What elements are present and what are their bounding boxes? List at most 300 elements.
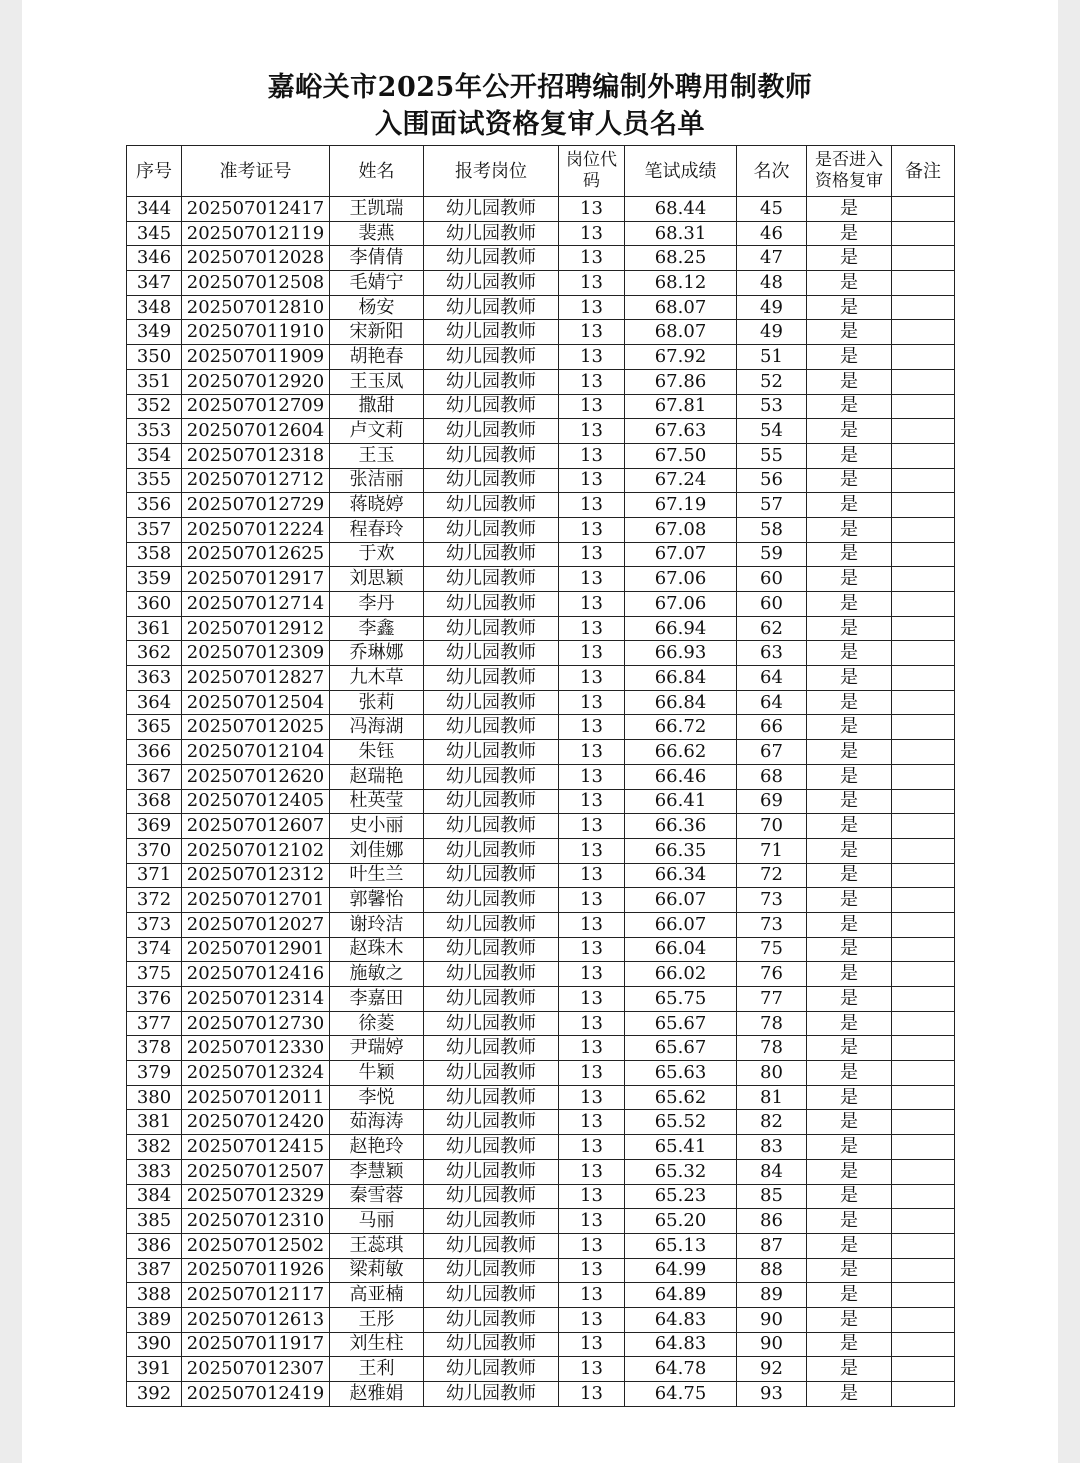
cell-position: 幼儿园教师 [424, 764, 559, 789]
table-row [127, 443, 955, 468]
cell-enter-review: 是 [807, 690, 892, 715]
cell-position: 幼儿园教师 [424, 542, 559, 567]
cell-position-code: 13 [559, 246, 625, 271]
cell-position-code: 13 [559, 1184, 625, 1209]
cell-ticket-number: 202507012502 [182, 1233, 330, 1258]
cell-position-code: 13 [559, 863, 625, 888]
cell-written-score: 65.75 [625, 987, 737, 1012]
cell-written-score: 65.20 [625, 1209, 737, 1234]
cell-serial: 377 [127, 1011, 182, 1036]
cell-remarks [892, 666, 955, 691]
cell-position-code: 13 [559, 1061, 625, 1086]
table-row [127, 394, 955, 419]
cell-position-code: 13 [559, 937, 625, 962]
cell-ticket-number: 202507012607 [182, 814, 330, 839]
cell-enter-review: 是 [807, 740, 892, 765]
cell-written-score: 67.92 [625, 345, 737, 370]
cell-rank: 56 [737, 468, 807, 493]
cell-serial: 363 [127, 666, 182, 691]
cell-written-score: 65.67 [625, 1011, 737, 1036]
cell-serial: 384 [127, 1184, 182, 1209]
cell-enter-review: 是 [807, 1061, 892, 1086]
cell-position: 幼儿园教师 [424, 320, 559, 345]
cell-enter-review: 是 [807, 863, 892, 888]
cell-position: 幼儿园教师 [424, 1382, 559, 1407]
cell-remarks [892, 1011, 955, 1036]
cell-enter-review: 是 [807, 1382, 892, 1407]
cell-rank: 93 [737, 1382, 807, 1407]
header-position: 报考岗位 [424, 146, 559, 197]
cell-position: 幼儿园教师 [424, 1135, 559, 1160]
cell-enter-review: 是 [807, 394, 892, 419]
cell-position-code: 13 [559, 1011, 625, 1036]
cell-name: 王玉凤 [330, 369, 424, 394]
cell-serial: 392 [127, 1382, 182, 1407]
cell-serial: 388 [127, 1283, 182, 1308]
cell-rank: 45 [737, 197, 807, 222]
cell-name: 毛婧宁 [330, 271, 424, 296]
cell-written-score: 68.07 [625, 295, 737, 320]
cell-position-code: 13 [559, 221, 625, 246]
cell-ticket-number: 202507012620 [182, 764, 330, 789]
cell-remarks [892, 1332, 955, 1357]
cell-serial: 348 [127, 295, 182, 320]
cell-written-score: 64.83 [625, 1332, 737, 1357]
cell-written-score: 67.06 [625, 567, 737, 592]
cell-ticket-number: 202507012119 [182, 221, 330, 246]
cell-remarks [892, 814, 955, 839]
cell-remarks [892, 1036, 955, 1061]
cell-position-code: 13 [559, 666, 625, 691]
cell-position: 幼儿园教师 [424, 912, 559, 937]
cell-written-score: 67.06 [625, 592, 737, 617]
cell-serial: 356 [127, 493, 182, 518]
cell-written-score: 66.04 [625, 937, 737, 962]
cell-enter-review: 是 [807, 715, 892, 740]
cell-rank: 52 [737, 369, 807, 394]
table-row [127, 517, 955, 542]
cell-position-code: 13 [559, 740, 625, 765]
cell-name: 于欢 [330, 542, 424, 567]
cell-enter-review: 是 [807, 1110, 892, 1135]
cell-position: 幼儿园教师 [424, 246, 559, 271]
cell-position-code: 13 [559, 197, 625, 222]
cell-enter-review: 是 [807, 1307, 892, 1332]
cell-position: 幼儿园教师 [424, 345, 559, 370]
cell-ticket-number: 202507012415 [182, 1135, 330, 1160]
cell-remarks [892, 690, 955, 715]
cell-enter-review: 是 [807, 937, 892, 962]
cell-position: 幼儿园教师 [424, 1283, 559, 1308]
cell-rank: 46 [737, 221, 807, 246]
cell-position: 幼儿园教师 [424, 962, 559, 987]
cell-name: 刘思颖 [330, 567, 424, 592]
cell-enter-review: 是 [807, 369, 892, 394]
cell-name: 卢文莉 [330, 419, 424, 444]
cell-rank: 78 [737, 1011, 807, 1036]
cell-ticket-number: 202507012912 [182, 616, 330, 641]
cell-serial: 375 [127, 962, 182, 987]
cell-position-code: 13 [559, 369, 625, 394]
cell-ticket-number: 202507012309 [182, 641, 330, 666]
cell-position: 幼儿园教师 [424, 1258, 559, 1283]
cell-position: 幼儿园教师 [424, 838, 559, 863]
cell-position: 幼儿园教师 [424, 1110, 559, 1135]
cell-serial: 376 [127, 987, 182, 1012]
table-row [127, 1307, 955, 1332]
cell-enter-review: 是 [807, 1332, 892, 1357]
cell-name: 王玉 [330, 443, 424, 468]
cell-written-score: 66.07 [625, 912, 737, 937]
cell-serial: 361 [127, 616, 182, 641]
cell-position-code: 13 [559, 493, 625, 518]
cell-position-code: 13 [559, 814, 625, 839]
cell-name: 叶生兰 [330, 863, 424, 888]
cell-name: 李丹 [330, 592, 424, 617]
table-row [127, 1382, 955, 1407]
table-row [127, 863, 955, 888]
cell-enter-review: 是 [807, 962, 892, 987]
cell-written-score: 66.41 [625, 789, 737, 814]
cell-ticket-number: 202507012827 [182, 666, 330, 691]
cell-position: 幼儿园教师 [424, 221, 559, 246]
table-row [127, 1036, 955, 1061]
cell-remarks [892, 320, 955, 345]
cell-ticket-number: 202507012917 [182, 567, 330, 592]
cell-position: 幼儿园教师 [424, 567, 559, 592]
cell-rank: 67 [737, 740, 807, 765]
cell-ticket-number: 202507012417 [182, 197, 330, 222]
cell-written-score: 67.19 [625, 493, 737, 518]
cell-ticket-number: 202507012613 [182, 1307, 330, 1332]
table-row [127, 369, 955, 394]
cell-enter-review: 是 [807, 1283, 892, 1308]
cell-position-code: 13 [559, 419, 625, 444]
table-row [127, 1283, 955, 1308]
cell-name: 宋新阳 [330, 320, 424, 345]
cell-position-code: 13 [559, 1159, 625, 1184]
cell-written-score: 67.50 [625, 443, 737, 468]
cell-enter-review: 是 [807, 616, 892, 641]
cell-ticket-number: 202507012011 [182, 1085, 330, 1110]
cell-position: 幼儿园教师 [424, 1184, 559, 1209]
cell-name: 王蕊琪 [330, 1233, 424, 1258]
cell-remarks [892, 1283, 955, 1308]
cell-remarks [892, 1209, 955, 1234]
cell-written-score: 66.62 [625, 740, 737, 765]
cell-position: 幼儿园教师 [424, 641, 559, 666]
cell-written-score: 68.31 [625, 221, 737, 246]
cell-enter-review: 是 [807, 1036, 892, 1061]
cell-serial: 365 [127, 715, 182, 740]
cell-rank: 85 [737, 1184, 807, 1209]
table-row [127, 838, 955, 863]
cell-written-score: 65.32 [625, 1159, 737, 1184]
cell-position-code: 13 [559, 542, 625, 567]
cell-serial: 345 [127, 221, 182, 246]
table-row [127, 1357, 955, 1382]
cell-rank: 60 [737, 592, 807, 617]
cell-rank: 72 [737, 863, 807, 888]
cell-position: 幼儿园教师 [424, 616, 559, 641]
cell-position-code: 13 [559, 468, 625, 493]
cell-name: 郭馨怡 [330, 888, 424, 913]
cell-name: 茹海涛 [330, 1110, 424, 1135]
candidate-table [126, 145, 955, 1407]
cell-position-code: 13 [559, 789, 625, 814]
cell-position: 幼儿园教师 [424, 987, 559, 1012]
cell-remarks [892, 419, 955, 444]
table-row [127, 789, 955, 814]
cell-remarks [892, 789, 955, 814]
cell-written-score: 65.62 [625, 1085, 737, 1110]
document-title-line2: 入围面试资格复审人员名单 [375, 109, 705, 140]
cell-rank: 57 [737, 493, 807, 518]
cell-written-score: 64.78 [625, 1357, 737, 1382]
cell-rank: 73 [737, 912, 807, 937]
cell-serial: 379 [127, 1061, 182, 1086]
cell-ticket-number: 202507012117 [182, 1283, 330, 1308]
cell-position-code: 13 [559, 1085, 625, 1110]
cell-rank: 75 [737, 937, 807, 962]
cell-enter-review: 是 [807, 1184, 892, 1209]
cell-position-code: 13 [559, 567, 625, 592]
cell-written-score: 66.84 [625, 690, 737, 715]
header-ticket-number: 准考证号 [182, 146, 330, 197]
cell-position: 幼儿园教师 [424, 937, 559, 962]
cell-enter-review: 是 [807, 1085, 892, 1110]
cell-ticket-number: 202507012419 [182, 1382, 330, 1407]
cell-serial: 390 [127, 1332, 182, 1357]
cell-rank: 83 [737, 1135, 807, 1160]
cell-rank: 66 [737, 715, 807, 740]
cell-remarks [892, 271, 955, 296]
cell-serial: 378 [127, 1036, 182, 1061]
cell-position: 幼儿园教师 [424, 1332, 559, 1357]
cell-position-code: 13 [559, 517, 625, 542]
cell-remarks [892, 369, 955, 394]
table-row [127, 1011, 955, 1036]
cell-written-score: 65.63 [625, 1061, 737, 1086]
cell-enter-review: 是 [807, 246, 892, 271]
table-row [127, 419, 955, 444]
cell-name: 程春玲 [330, 517, 424, 542]
cell-enter-review: 是 [807, 295, 892, 320]
table-row [127, 592, 955, 617]
cell-written-score: 67.81 [625, 394, 737, 419]
cell-position: 幼儿园教师 [424, 1036, 559, 1061]
cell-rank: 60 [737, 567, 807, 592]
cell-enter-review: 是 [807, 419, 892, 444]
cell-ticket-number: 202507012714 [182, 592, 330, 617]
cell-rank: 54 [737, 419, 807, 444]
cell-position-code: 13 [559, 592, 625, 617]
cell-position: 幼儿园教师 [424, 197, 559, 222]
cell-written-score: 65.52 [625, 1110, 737, 1135]
cell-written-score: 66.46 [625, 764, 737, 789]
cell-position-code: 13 [559, 987, 625, 1012]
cell-position: 幼儿园教师 [424, 443, 559, 468]
cell-rank: 82 [737, 1110, 807, 1135]
cell-written-score: 65.41 [625, 1135, 737, 1160]
cell-position-code: 13 [559, 838, 625, 863]
table-row [127, 345, 955, 370]
table-row [127, 542, 955, 567]
cell-serial: 383 [127, 1159, 182, 1184]
cell-enter-review: 是 [807, 271, 892, 296]
cell-serial: 367 [127, 764, 182, 789]
cell-ticket-number: 202507012027 [182, 912, 330, 937]
cell-ticket-number: 202507012307 [182, 1357, 330, 1382]
cell-ticket-number: 202507012314 [182, 987, 330, 1012]
cell-written-score: 67.63 [625, 419, 737, 444]
cell-written-score: 68.07 [625, 320, 737, 345]
cell-name: 李嘉田 [330, 987, 424, 1012]
cell-enter-review: 是 [807, 987, 892, 1012]
cell-position-code: 13 [559, 1332, 625, 1357]
cell-position-code: 13 [559, 1135, 625, 1160]
cell-serial: 386 [127, 1233, 182, 1258]
cell-position-code: 13 [559, 320, 625, 345]
cell-serial: 358 [127, 542, 182, 567]
table-row [127, 666, 955, 691]
cell-rank: 68 [737, 764, 807, 789]
cell-ticket-number: 202507012405 [182, 789, 330, 814]
cell-position: 幼儿园教师 [424, 271, 559, 296]
cell-rank: 53 [737, 394, 807, 419]
cell-written-score: 66.72 [625, 715, 737, 740]
cell-position-code: 13 [559, 394, 625, 419]
cell-position-code: 13 [559, 764, 625, 789]
cell-remarks [892, 1258, 955, 1283]
cell-written-score: 66.07 [625, 888, 737, 913]
cell-written-score: 64.83 [625, 1307, 737, 1332]
cell-ticket-number: 202507012224 [182, 517, 330, 542]
cell-ticket-number: 202507012810 [182, 295, 330, 320]
cell-serial: 359 [127, 567, 182, 592]
cell-name: 王彤 [330, 1307, 424, 1332]
cell-ticket-number: 202507012318 [182, 443, 330, 468]
cell-rank: 73 [737, 888, 807, 913]
cell-remarks [892, 468, 955, 493]
table-row [127, 567, 955, 592]
cell-position: 幼儿园教师 [424, 814, 559, 839]
cell-enter-review: 是 [807, 221, 892, 246]
cell-written-score: 64.99 [625, 1258, 737, 1283]
cell-rank: 63 [737, 641, 807, 666]
cell-name: 王凯瑞 [330, 197, 424, 222]
cell-serial: 357 [127, 517, 182, 542]
cell-ticket-number: 202507012504 [182, 690, 330, 715]
cell-remarks [892, 888, 955, 913]
table-row [127, 715, 955, 740]
cell-enter-review: 是 [807, 764, 892, 789]
cell-enter-review: 是 [807, 542, 892, 567]
cell-position-code: 13 [559, 641, 625, 666]
table-row [127, 690, 955, 715]
cell-position-code: 13 [559, 1357, 625, 1382]
cell-serial: 352 [127, 394, 182, 419]
table-row [127, 197, 955, 222]
cell-ticket-number: 202507012730 [182, 1011, 330, 1036]
document-page [22, 0, 1058, 1463]
cell-serial: 380 [127, 1085, 182, 1110]
table-row [127, 295, 955, 320]
cell-position: 幼儿园教师 [424, 888, 559, 913]
cell-rank: 76 [737, 962, 807, 987]
cell-position-code: 13 [559, 888, 625, 913]
cell-remarks [892, 1061, 955, 1086]
cell-serial: 346 [127, 246, 182, 271]
cell-written-score: 68.25 [625, 246, 737, 271]
table-header-row [127, 146, 955, 197]
cell-remarks [892, 937, 955, 962]
cell-position-code: 13 [559, 1283, 625, 1308]
cell-written-score: 68.12 [625, 271, 737, 296]
cell-rank: 90 [737, 1332, 807, 1357]
cell-serial: 372 [127, 888, 182, 913]
cell-position-code: 13 [559, 715, 625, 740]
cell-remarks [892, 764, 955, 789]
cell-name: 牛颖 [330, 1061, 424, 1086]
cell-enter-review: 是 [807, 666, 892, 691]
table-row [127, 740, 955, 765]
document-title-line1: 嘉峪关市2025年公开招聘编制外聘用制教师 [267, 72, 813, 103]
cell-rank: 62 [737, 616, 807, 641]
cell-rank: 77 [737, 987, 807, 1012]
cell-enter-review: 是 [807, 345, 892, 370]
cell-ticket-number: 202507011910 [182, 320, 330, 345]
cell-enter-review: 是 [807, 1258, 892, 1283]
cell-name: 李慧颖 [330, 1159, 424, 1184]
table-row [127, 1085, 955, 1110]
cell-ticket-number: 202507012420 [182, 1110, 330, 1135]
cell-enter-review: 是 [807, 493, 892, 518]
cell-ticket-number: 202507012324 [182, 1061, 330, 1086]
table-row [127, 271, 955, 296]
cell-remarks [892, 443, 955, 468]
cell-serial: 360 [127, 592, 182, 617]
cell-name: 尹瑞婷 [330, 1036, 424, 1061]
table-row [127, 468, 955, 493]
cell-position: 幼儿园教师 [424, 592, 559, 617]
cell-enter-review: 是 [807, 197, 892, 222]
cell-position-code: 13 [559, 616, 625, 641]
cell-position-code: 13 [559, 271, 625, 296]
cell-enter-review: 是 [807, 814, 892, 839]
table-row [127, 814, 955, 839]
cell-position: 幼儿园教师 [424, 715, 559, 740]
cell-ticket-number: 202507012416 [182, 962, 330, 987]
cell-name: 冯海湖 [330, 715, 424, 740]
cell-enter-review: 是 [807, 1233, 892, 1258]
cell-remarks [892, 863, 955, 888]
table-row [127, 1332, 955, 1357]
cell-rank: 55 [737, 443, 807, 468]
cell-position: 幼儿园教师 [424, 419, 559, 444]
cell-name: 撒甜 [330, 394, 424, 419]
table-row [127, 888, 955, 913]
cell-serial: 381 [127, 1110, 182, 1135]
cell-position-code: 13 [559, 1307, 625, 1332]
cell-rank: 84 [737, 1159, 807, 1184]
cell-serial: 351 [127, 369, 182, 394]
cell-serial: 389 [127, 1307, 182, 1332]
cell-remarks [892, 962, 955, 987]
cell-written-score: 64.89 [625, 1283, 737, 1308]
cell-serial: 382 [127, 1135, 182, 1160]
table-row [127, 1258, 955, 1283]
